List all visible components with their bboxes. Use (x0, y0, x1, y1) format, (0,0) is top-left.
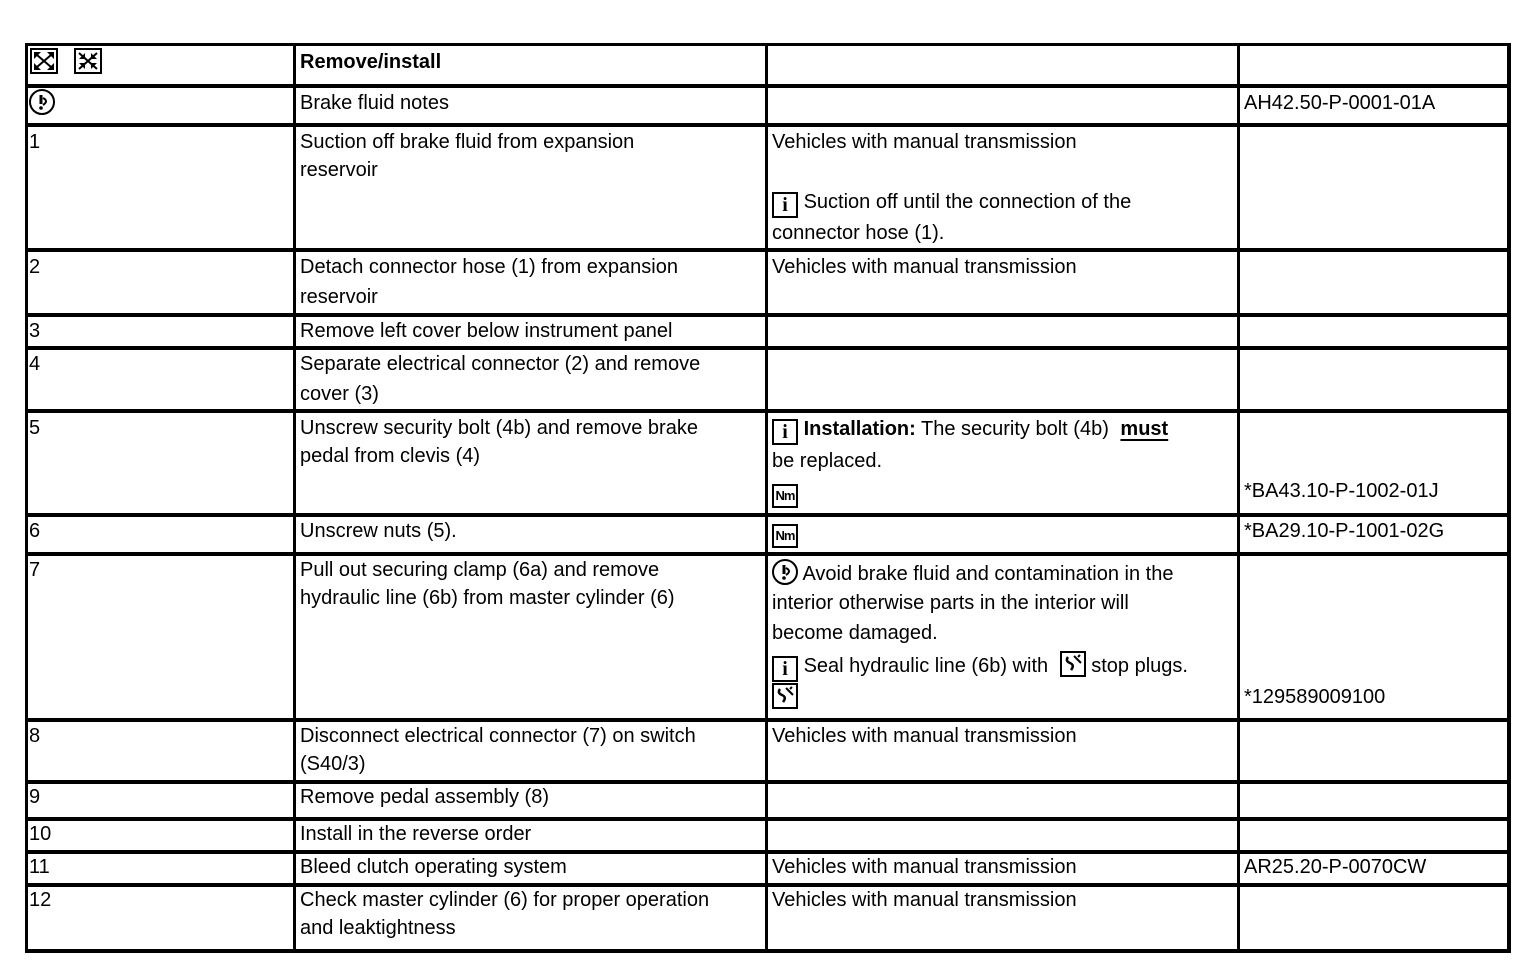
step-action: Install in the reverse order (300, 823, 532, 845)
reference-link[interactable]: AR25.20-P-0070CW (1244, 856, 1427, 878)
step-condition: Vehicles with manual transmission (772, 856, 1077, 878)
note-text: Suction off until the connection of the (803, 191, 1132, 213)
step-action: Disconnect electrical connector (7) on switch (300, 725, 696, 747)
warning-text: Avoid brake fluid and contamination in the (802, 563, 1174, 585)
step-action: (S40/3) (300, 753, 366, 775)
table-rule (293, 43, 296, 953)
step-condition: Vehicles with manual transmission (772, 725, 1077, 747)
table-rule (25, 313, 1511, 317)
reference-link[interactable]: AH42.50-P-0001-01A (1244, 92, 1436, 114)
step-number: 3 (29, 320, 41, 342)
step-action: Remove left cover below instrument panel (300, 320, 673, 342)
table-rule (25, 780, 1511, 784)
step-number: 11 (29, 856, 50, 878)
note-text: The security bolt (4b) (921, 418, 1109, 440)
step-action: reservoir (300, 159, 378, 181)
step-condition: Vehicles with manual transmission (772, 131, 1077, 153)
table-rule (25, 123, 1511, 127)
step-action: Unscrew nuts (5). (300, 520, 457, 542)
table-rule (25, 43, 28, 953)
note-text: stop plugs. (1091, 655, 1188, 677)
table-rule (25, 718, 1511, 722)
step-number: 2 (29, 256, 41, 278)
step-number: 6 (29, 520, 41, 542)
step-action: cover (3) (300, 383, 379, 405)
step-condition: Vehicles with manual transmission (772, 889, 1077, 911)
step-warning: become damaged. (772, 622, 938, 644)
table-rule (25, 248, 1511, 252)
step-action: Check master cylinder (6) for proper operation (300, 889, 710, 911)
step-action: Suction off brake fluid from expansion (300, 131, 635, 153)
table-rule (25, 552, 1511, 556)
expand-all-icon[interactable] (30, 48, 58, 74)
collapse-all-icon[interactable] (74, 48, 102, 74)
torque-cell (772, 477, 798, 508)
step-warning (772, 559, 1173, 588)
table-row-notes (29, 89, 55, 118)
step-action: pedal from clevis (4) (300, 445, 481, 467)
table-rule (1507, 43, 1511, 953)
step-action: Pull out securing clamp (6a) and remove (300, 559, 660, 581)
table-rule (25, 409, 1511, 413)
procedure-table (25, 43, 1511, 953)
step-condition: Vehicles with manual transmission (772, 256, 1077, 278)
step-number: 4 (29, 353, 41, 375)
step-note (772, 415, 1168, 445)
table-rule (25, 346, 1511, 350)
table-rule (25, 817, 1511, 821)
header-icons (30, 48, 112, 77)
step-action: Brake fluid notes (300, 92, 449, 114)
warning-icon (29, 89, 55, 115)
note-label: Installation: (803, 418, 916, 440)
table-title: Remove/install (300, 51, 442, 73)
table-rule (765, 43, 768, 953)
info-icon: i (772, 192, 798, 218)
step-action: Remove pedal assembly (8) (300, 786, 549, 808)
step-number: 10 (29, 823, 52, 845)
note-text: Seal hydraulic line (6b) with (803, 655, 1049, 677)
step-warning: interior otherwise parts in the interior will (772, 592, 1129, 614)
step-number: 7 (29, 559, 41, 581)
step-action: Detach connector hose (1) from expansion (300, 256, 678, 278)
step-note (772, 188, 1131, 218)
step-number: 12 (29, 889, 52, 911)
step-action: Bleed clutch operating system (300, 856, 567, 878)
step-action: Unscrew security bolt (4b) and remove brake (300, 417, 698, 439)
table-rule (25, 43, 1511, 46)
torque-icon[interactable]: Nm (772, 484, 798, 508)
special-tool-icon[interactable] (772, 683, 798, 709)
step-number: 9 (29, 786, 41, 808)
tool-cell (772, 683, 798, 712)
table-rule (1237, 43, 1240, 953)
table-rule (25, 949, 1511, 953)
step-action: Separate electrical connector (2) and remove (300, 353, 701, 375)
step-note: be replaced. (772, 450, 883, 472)
info-icon: i (772, 656, 798, 682)
step-action: reservoir (300, 286, 378, 308)
step-number: 8 (29, 725, 41, 747)
step-note: connector hose (1). (772, 222, 945, 244)
reference-link[interactable]: *BA29.10-P-1001-02G (1244, 520, 1445, 542)
table-rule (25, 84, 1511, 88)
reference-link[interactable]: *129589009100 (1244, 686, 1386, 708)
note-emphasis: must (1120, 418, 1169, 440)
special-tool-icon[interactable] (1060, 651, 1086, 677)
step-note (772, 651, 1188, 682)
info-icon: i (772, 419, 798, 445)
step-action: and leaktightness (300, 917, 456, 939)
torque-cell (772, 517, 798, 548)
warning-icon (772, 559, 798, 585)
step-number: 1 (29, 131, 41, 153)
torque-icon[interactable]: Nm (772, 524, 798, 548)
step-action: hydraulic line (6b) from master cylinder (6) (300, 587, 675, 609)
step-number: 5 (29, 417, 41, 439)
reference-link[interactable]: *BA43.10-P-1002-01J (1244, 480, 1439, 502)
table-rule (25, 883, 1511, 887)
